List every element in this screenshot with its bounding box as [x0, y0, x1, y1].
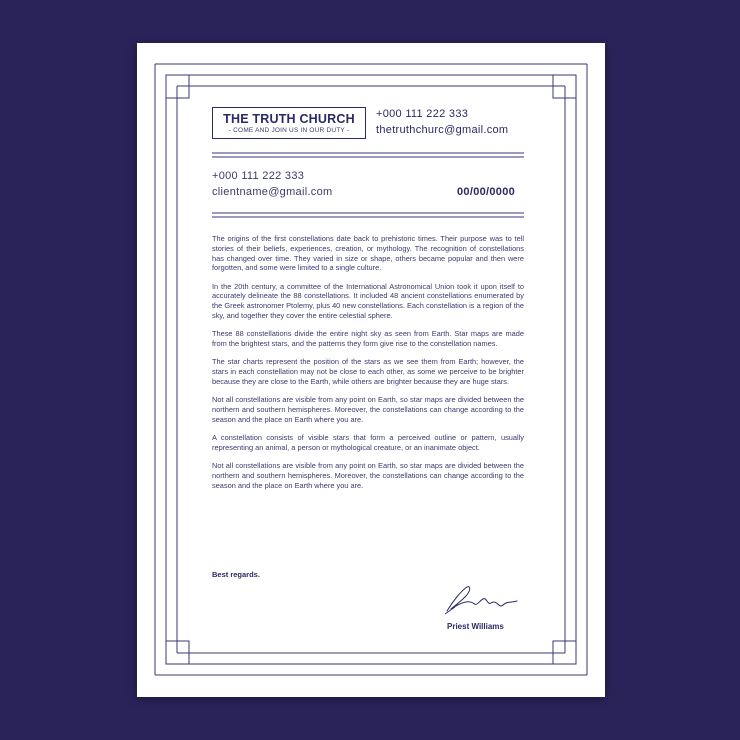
- church-phone: +000 111 222 333: [376, 108, 469, 120]
- body-paragraph: A constellation consists of visible stars that form a perceived outline or pattern, usually representing an animal, a person or mythological creature, or an inanimate object.: [212, 433, 524, 453]
- body-paragraph: Not all constellations are visible from any point on Earth, so star maps are divided between the northern and southern hemispheres. Moreover, the constellations can change according to the season and the place on Earth where you are.: [212, 461, 524, 490]
- signer-name: Priest Williams: [447, 622, 504, 631]
- church-tagline: - COME AND JOIN US IN OUR DUTY -: [228, 127, 350, 134]
- body-paragraph: The origins of the first constellations date back to prehistoric times. Their purpose was to tell stories of their beliefs, experiences, creation, or mythology. The recognition of constellations has changed over time. They varied in size or shape, others became popular and then were forgotten, and some were limited to a single culture.: [212, 234, 524, 273]
- body-paragraph: Not all constellations are visible from any point on Earth, so star maps are divided between the northern and southern hemispheres. Moreover, the constellations can change according to the season and the place on Earth where you are.: [212, 395, 524, 424]
- church-name: THE TRUTH CHURCH: [223, 112, 355, 126]
- signature-icon: [443, 583, 521, 619]
- church-email: thetruthchurc@gmail.com: [376, 124, 509, 136]
- letter-date: 00/00/0000: [457, 186, 516, 198]
- client-phone: +000 111 222 333: [212, 170, 305, 182]
- body-paragraph: In the 20th century, a committee of the International Astronomical Union took it upon itself to accurately delineate the 88 constellations. It included 48 ancient constellations enumerated by the Greek astronomer Ptolemy, plus 40 new constellations. Each constellation is a region of the sky, and together they cover the entire celestial sphere.: [212, 281, 524, 321]
- church-logo: [212, 107, 366, 139]
- body-paragraph: These 88 constellations divide the entire night sky as seen from Earth. Star maps are made from the brightest stars, and the patterns they form give rise to the constellation names.: [212, 329, 524, 349]
- letterhead-page: [137, 43, 605, 697]
- closing-text: Best regards.: [212, 570, 260, 579]
- body-paragraph: The star charts represent the position of the stars as we see them from Earth; however, the stars in each constellation may not be close to each other, as some we perceive to be brighter because they are close to the Earth, while others are brighter because they are huge stars.: [212, 357, 524, 387]
- letter-body: [212, 234, 524, 499]
- client-email: clientname@gmail.com: [212, 186, 333, 198]
